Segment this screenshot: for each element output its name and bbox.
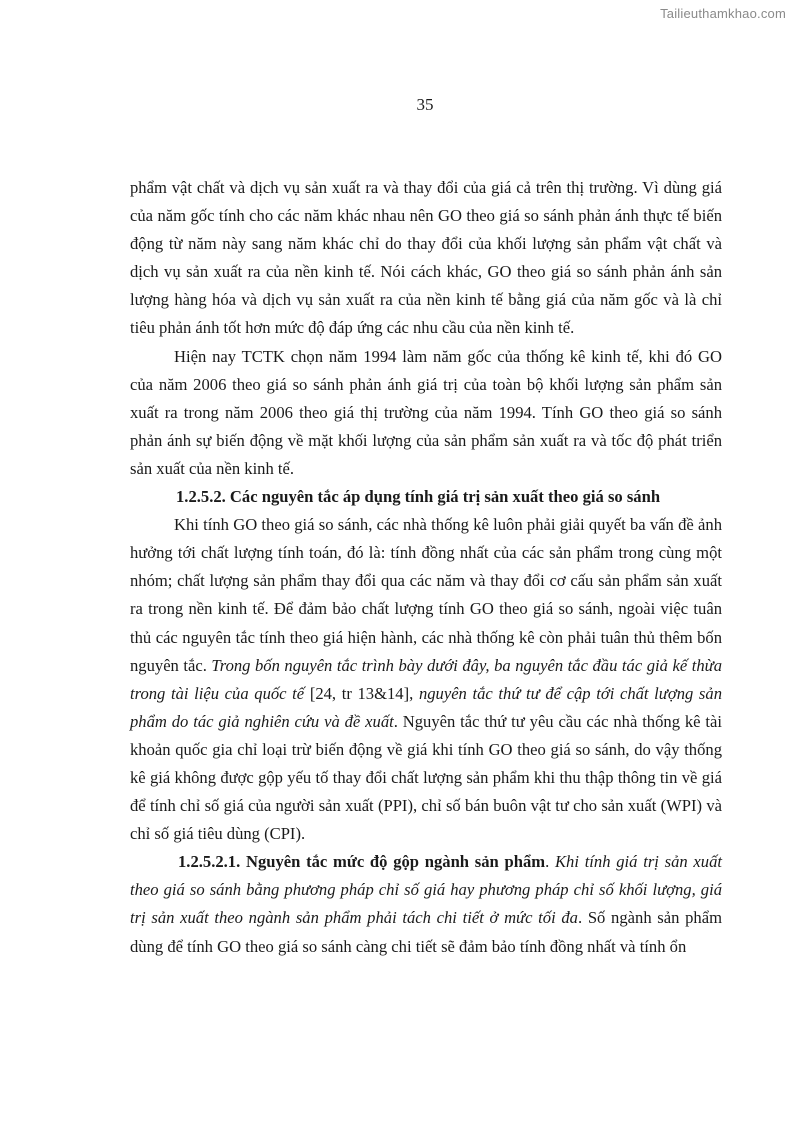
section-heading-1-2-5-2: 1.2.5.2. Các nguyên tắc áp dụng tính giá trị sản xuất theo giá so sánh bbox=[176, 487, 661, 507]
page-number: 35 bbox=[416, 95, 434, 114]
principles-italic-2: nguyên tắc thứ tư để cập tới chất lượng sản phẩm do tác giả nghiên cứu và đề xuất bbox=[130, 683, 722, 731]
paragraph-base-year: Hiện nay TCTK chọn năm 1994 làm năm gốc của thống kê kinh tế, khi đó GO của năm 2006 theo giá so sánh phản ánh giá trị của toàn bộ khối lượng sản phẩm sản xuất ra trong năm 2006 theo giá thị trường của năm 1994. Tính GO theo giá so sánh phản ánh sự biến động về mặt khối lượng của sản phẩm sản xuất ra và tốc độ phát triển sản xuất của nền kinh tế. bbox=[130, 346, 722, 478]
paragraph-continuation: phẩm vật chất và dịch vụ sản xuất ra và thay đổi của giá cả trên thị trường. Vì dùng giá của năm gốc tính cho các năm khác nhau nên GO theo giá so sánh phản ánh thực tế biến động từ năm này sang năm khác chỉ do thay đổi của khối lượng sản phẩm vật chất và dịch vụ sản xuất ra của nền kinh tế. Nói cách khác, GO theo giá so sánh phản ánh sản lượng hàng hóa và dịch vụ sản xuất ra của nền kinh tế bằng giá của năm gốc và là chỉ tiêu phản ánh tốt hơn mức độ đáp ứng các nhu cầu của nền kinh tế. bbox=[130, 178, 722, 338]
citation: [24, tr 13&14], bbox=[304, 683, 419, 703]
paragraph-aggregation bbox=[130, 848, 722, 960]
principles-italic-1: Trong bốn nguyên tắc trình bày dưới đây, ba nguyên tắc đầu tác giả kế thừa trong tài liệu của quốc tế bbox=[130, 655, 722, 703]
principles-rest: . Nguyên tắc thứ tư yêu cầu các nhà thống kê tài khoản quốc gia chỉ loại trừ biến động về giá khi tính GO theo giá so sánh, do vậy thống kê giá không được gộp yếu tố thay đổi chất lượng sản phẩm khi thu thập thông tin về giá để tính chỉ số giá của người sản xuất (PPI), chỉ số bán buôn vật tư cho sản xuất (WPI) và chỉ số giá tiêu dùng (CPI). bbox=[130, 711, 722, 844]
document-body bbox=[130, 174, 722, 961]
aggregation-rest: . Số ngành sản phẩm dùng để tính GO theo giá so sánh càng chi tiết sẽ đảm bảo tính đồng nhất và tính ổn bbox=[130, 908, 722, 956]
subsection-heading-1-2-5-2-1: 1.2.5.2.1. Nguyên tắc mức độ gộp ngành sản phẩm bbox=[178, 852, 546, 872]
paragraph-principles bbox=[130, 511, 722, 848]
heading-dot: . bbox=[545, 852, 555, 872]
aggregation-italic: Khi tính giá trị sản xuất theo giá so sánh bằng phương pháp chỉ số giá hay phương pháp chỉ số khối lượng, giá trị sản xuất theo ngành sản phẩm phải tách chi tiết ở mức tối đa bbox=[130, 852, 722, 928]
watermark: Tailieuthamkhao.com bbox=[660, 6, 786, 21]
principles-intro: Khi tính GO theo giá so sánh, các nhà thống kê luôn phải giải quyết ba vấn đề ảnh hưởng tới chất lượng tính toán, đó là: tính đồng nhất của các sản phẩm trong cùng một nhóm; chất lượng sản phẩm thay đổi qua các năm và thay đổi cơ cấu sản phẩm sản xuất ra trong nền kinh tế. Để đảm bảo chất lượng tính GO theo giá so sánh, ngoài việc tuân thủ các nguyên tắc tính theo giá hiện hành, các nhà thống kê còn phải tuân thủ thêm bốn nguyên tắc. bbox=[130, 515, 722, 675]
